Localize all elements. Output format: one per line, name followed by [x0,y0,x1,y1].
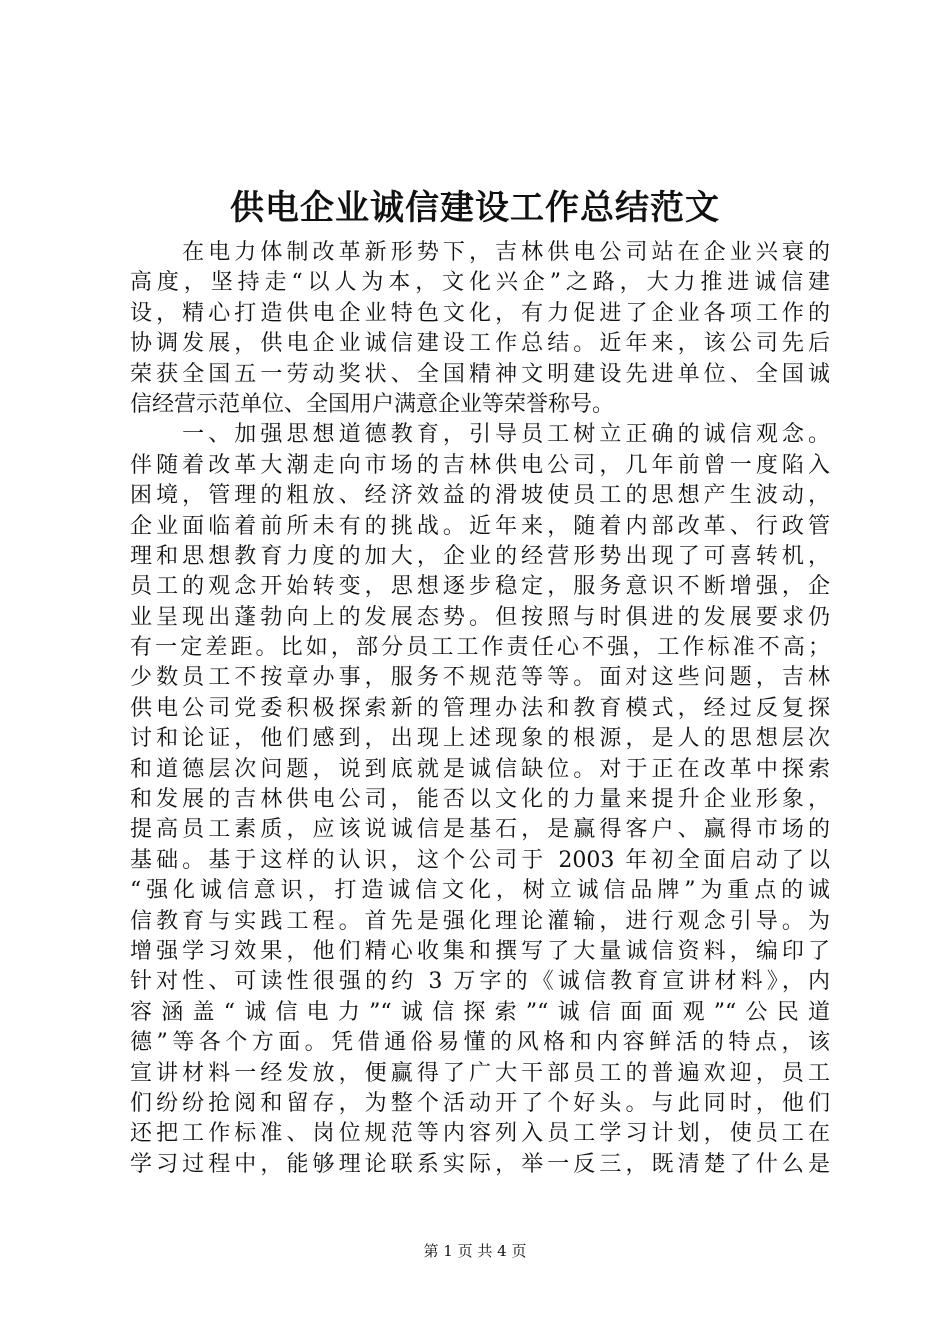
text-line: 还把工作标准、岗位规范等内容列入员工学习计划，使员工在 [130,1121,830,1147]
text-line: 增强学习效果，他们精心收集和撰写了大量诚信资料，编印了 [130,938,830,964]
text-line: 协调发展，供电企业诚信建设工作总结。近年来，该公司先后 [130,331,830,357]
text-line: 讨和论证，他们感到，出现上述现象的根源，是人的思想层次 [130,726,830,752]
text-line: 设，精心打造供电企业特色文化，有力促进了企业各项工作的 [130,300,830,326]
text-line: 信经营示范单位、全国用户满意企业等荣誉称号。 [130,391,615,417]
text-line: 和发展的吉林供电公司，能否以文化的力量来提升企业形象， [130,787,830,813]
text-line: 有一定差距。比如，部分员工工作责任心不强，工作标准不高； [130,635,830,661]
text-line: 提高员工素质，应该说诚信是基石，是赢得客户、赢得市场的 [130,817,830,843]
text-line: 和道德层次问题，说到底就是诚信缺位。对于正在改革中探索 [130,756,830,782]
text-line: 企业面临着前所未有的挑战。近年来，随着内部改革、行政管 [130,513,830,539]
text-line: 供电公司党委积极探索新的管理办法和教育模式，经过反复探 [130,695,830,721]
text-line: “强化诚信意识，打造诚信文化，树立诚信品牌”为重点的诚 [130,878,830,904]
text-line: 荣获全国五一劳动奖状、全国精神文明建设先进单位、全国诚 [130,361,830,387]
text-line: 宣讲材料一经发放，便赢得了广大干部员工的普遍欢迎，员工 [130,1060,830,1086]
text-line: 一、加强思想道德教育，引导员工树立正确的诚信观念。 [130,422,830,448]
text-line: 困境，管理的粗放、经济效益的滑坡使员工的思想产生波动， [130,483,830,509]
text-line: 基础。基于这样的认识，这个公司于 2003 年初全面启动了以 [130,847,830,873]
text-line: 在电力体制改革新形势下，吉林供电公司站在企业兴衰的 [130,240,830,265]
text-line: 少数员工不按章办事，服务不规范等等。面对这些问题，吉林 [130,665,830,691]
text-line: 们纷纷抢阅和留存，为整个活动开了个好头。与此同时，他们 [130,1090,830,1116]
text-line: 理和思想教育力度的加大，企业的经营形势出现了可喜转机， [130,543,830,569]
text-line: 容涵盖“诚信电力”“诚信探索”“诚信面面观”“公民道 [130,999,830,1025]
text-line: 德”等各个方面。凭借通俗易懂的风格和内容鲜活的特点，该 [130,1030,830,1056]
document-body [130,238,830,1180]
text-line: 业呈现出蓬勃向上的发展态势。但按照与时俱进的发展要求仍 [130,604,830,630]
text-line: 伴随着改革大潮走向市场的吉林供电公司，几年前曾一度陷入 [130,452,830,478]
text-line: 员工的观念开始转变，思想逐步稳定，服务意识不断增强，企 [130,574,830,600]
text-line: 信教育与实践工程。首先是强化理论灌输，进行观念引导。为 [130,908,830,934]
page-footer: 第 1 页 共 4 页 [423,1242,527,1260]
text-line: 高度，坚持走“以人为本，文化兴企”之路，大力推进诚信建 [130,270,830,296]
text-line: 学习过程中，能够理论联系实际，举一反三，既清楚了什么是 [130,1151,830,1177]
text-line: 针对性、可读性很强的约 3 万字的《诚信教育宣讲材料》，内 [130,969,830,995]
document-title: 供电企业诚信建设工作总结范文 [230,188,720,228]
